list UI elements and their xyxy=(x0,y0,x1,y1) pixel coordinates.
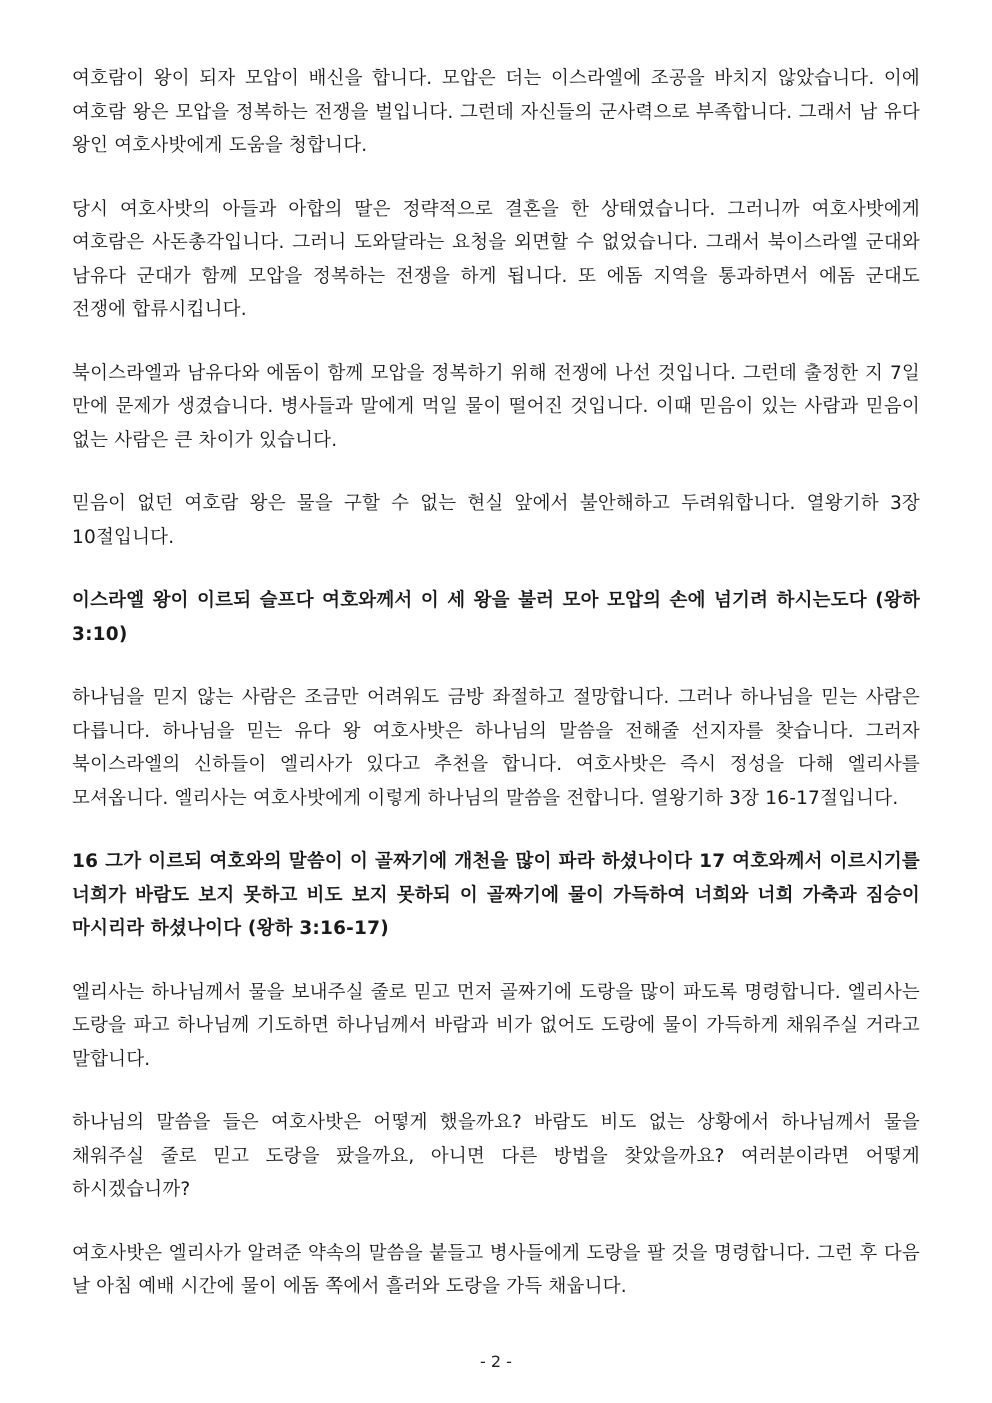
body-paragraph: 여호람이 왕이 되자 모압이 배신을 합니다. 모압은 더는 이스라엘에 조공을 바치지 않았습니다. 이에 여호람 왕은 모압을 정복하는 전쟁을 벌입니다. 그런데 자신들의 군사력으로 부족합니다. 그래서 남 유다 왕인 여호사밧에게 도움을 청합니다. xyxy=(72,68,920,156)
page-number: - 2 - xyxy=(480,1352,512,1371)
body-paragraph: 하나님을 믿지 않는 사람은 조금만 어려워도 금방 좌절하고 절망합니다. 그러나 하나님을 믿는 사람은 다릅니다. 하나님을 믿는 유다 왕 여호사밧은 하나님의 말씀을 전해줄 선지자를 찾습니다. 그러자 북이스라엘의 신하들이 엘리사가 있다고 추천을 합니다. 여호사밧은 즉시 정성을 다해 엘리사를 모셔옵니다. 엘리사는 여호사밧에게 이렇게 하나님의 말씀을 전합니다. 열왕기하 3장 16-17절입니다. xyxy=(72,687,920,809)
scripture-quote: 이스라엘 왕이 이르되 슬프다 여호와께서 이 세 왕을 불러 모아 모압의 손에 넘기려 하시는도다 (왕하 3:10) xyxy=(72,590,920,645)
body-paragraph: 당시 여호사밧의 아들과 아합의 딸은 정략적으로 결혼을 한 상태였습니다. 그러니까 여호사밧에게 여호람은 사돈총각입니다. 그러니 도와달라는 요청을 외면할 수 없었습니다. 그래서 북이스라엘 군대와 남유다 군대가 함께 모압을 정복하는 전쟁을 하게 됩니다. 또 에돔 지역을 통과하면서 에돔 군대도 전쟁에 합류시킵니다. xyxy=(72,198,920,320)
scripture-quote: 16 그가 이르되 여호와의 말씀이 이 골짜기에 개천을 많이 파라 하셨나이다 17 여호와께서 이르시기를 너희가 바람도 보지 못하고 비도 보지 못하되 이 골짜기에 물이 가득하여 너희와 너희 가축과 짐승이 마시리라 하셨나이다 (왕하 3:16-17) xyxy=(72,851,920,939)
body-paragraph: 엘리사는 하나님께서 물을 보내주실 줄로 믿고 먼저 골짜기에 도랑을 많이 파도록 명령합니다. 엘리사는 도랑을 파고 하나님께 기도하면 하나님께서 바람과 비가 없어도 도랑에 물이 가득하게 채워주실 거라고 말합니다. xyxy=(72,981,920,1070)
document-body xyxy=(72,62,920,1334)
body-paragraph: 하나님의 말씀을 들은 여호사밧은 어떻게 했을까요? 바람도 비도 없는 상황에서 하나님께서 물을 채워주실 줄로 믿고 도랑을 팠을까요, 아니면 다른 방법을 찾았을까요? 여러분이라면 어떻게 하시겠습니까? xyxy=(72,1112,920,1200)
body-paragraph: 믿음이 없던 여호람 왕은 물을 구할 수 없는 현실 앞에서 불안해하고 두려워합니다. 열왕기하 3장 10절입니다. xyxy=(72,493,920,548)
body-paragraph: 여호사밧은 엘리사가 알려준 약속의 말씀을 붙들고 병사들에게 도랑을 팔 것을 명령합니다. 그런 후 다음 날 아침 예배 시간에 물이 에돔 쪽에서 흘러와 도랑을 가득 채웁니다. xyxy=(72,1242,920,1297)
body-paragraph: 북이스라엘과 남유다와 에돔이 함께 모압을 정복하기 위해 전쟁에 나선 것입니다. 그런데 출정한 지 7일 만에 문제가 생겼습니다. 병사들과 말에게 먹일 물이 떨어진 것입니다. 이때 믿음이 있는 사람과 믿음이 없는 사람은 큰 차이가 있습니다. xyxy=(72,362,920,451)
